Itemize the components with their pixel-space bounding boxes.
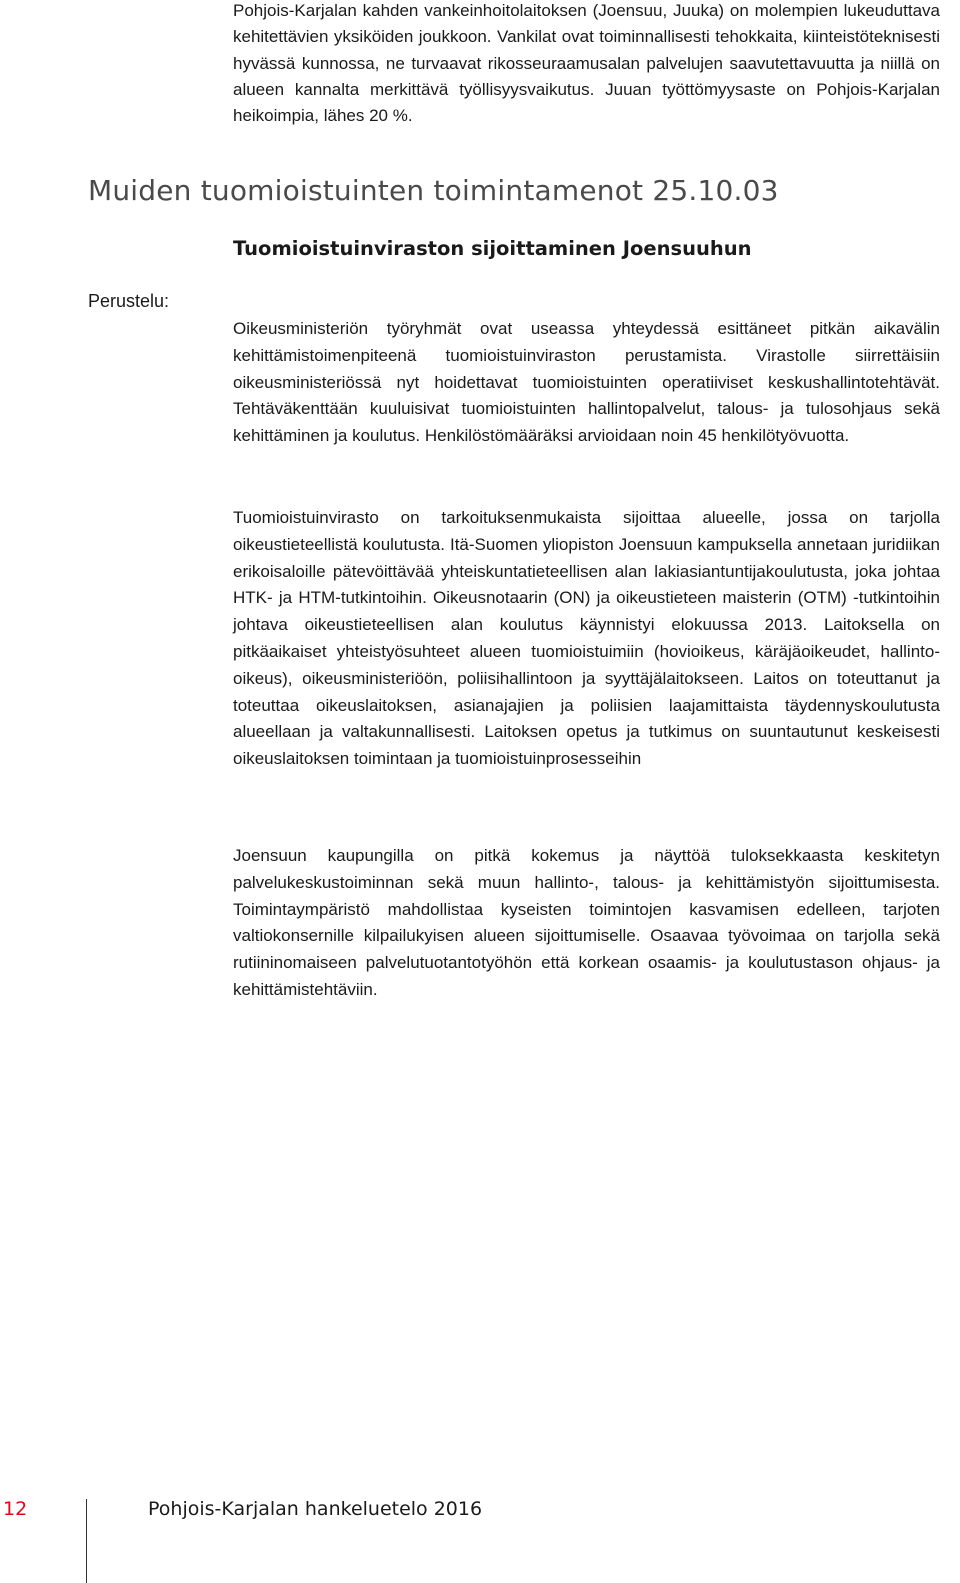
rationale-label: Perustelu: [88,291,170,311]
footer-divider [86,1499,87,1583]
footer-title: Pohjois-Karjalan hankeluetelo 2016 [148,1498,483,1520]
body-paragraph-1: Oikeusministeriön työryhmät ovat useassa yhteydessä esittäneet pitkän aikavälin kehittämistoimenpiteenä tuomioistuinviraston perustamista. Virastolle siirrettäisiin oikeusministeriössä nyt hoidettavat tuomioistuinten operatiiviset keskushallintotehtävät. Tehtäväkenttään kuuluisivat tuomioistuinten hallintopalvelut, talous- ja tulosohjaus sekä kehittäminen ja koulutus. Henkilöstömääräksi arvioidaan noin 45 henkilötyövuotta. [233,319,940,446]
body-paragraph-2: Tuomioistuinvirasto on tarkoituksenmukaista sijoittaa alueelle, jossa on tarjolla oikeustieteellistä koulutusta. Itä-Suomen yliopiston Joensuun kampuksella annetaan juridiikan erikoisaloille pätevöittävää yhteiskuntatieteellisen alan lakiasiantuntijakoulutusta, joka johtaa HTK- ja HTM-tutkintoihin. Oikeusnotaarin (ON) ja oikeustieteen maisterin (OTM) -tutkintoihin johtava oikeustieteellisen alan koulutus käynnistyi elokuussa 2013. Laitoksella on pitkäaikaiset yhteistyösuhteet alueen tuomioistuimiin (hovioikeus, käräjäoikeudet, hallinto-oikeus), oikeusministeriöön, poliisihallintoon ja syyttäjälaitokseen. Laitos on toteuttanut ja toteuttaa oikeuslaitoksen, asianajajien ja poliisien laajamittaista täydennyskoulutusta alueellaan ja valtakunnallisesti. Laitoksen opetus ja tutkimus on suuntautunut keskeisesti oikeuslaitoksen toimintaan ja tuomioistuinprosesseihin [233,508,940,769]
intro-paragraph: Pohjois-Karjalan kahden vankeinhoitolaitoksen (Joensuu, Juuka) on molempien lukeuduttava kehitettävien yksiköiden joukkoon. Vankilat ovat toiminnallisesti tehokkaita, kiinteistöteknisesti hyvässä kunnossa, ne turvaavat rikosseuraamusalan palvelujen saavutettavuutta ja niillä on alueen kannalta merkittävä työllisyysvaikutus. Juuan työttömyysaste on Pohjois-Karjalan heikoimpia, lähes 20 %. [233,1,940,126]
body-paragraph-3: Joensuun kaupungilla on pitkä kokemus ja näyttöä tuloksekkaasta keskitetyn palvelukeskustoiminnan sekä muun hallinto-, talous- ja kehittämistyön sijoittumisesta. Toimintaympäristö mahdollistaa kyseisten toimintojen kasvamisen edelleen, tarjoten valtiokonsernille kilpailukyisen alueen sijoittumiselle. Osaavaa työvoimaa on tarjolla sekä rutiininomaiseen palvelutuotantotyöhön että korkean osaamis- ja koulutustason ohjaus- ja kehittämistehtäviin. [233,846,940,999]
page-number: 12 [3,1498,28,1520]
subsection-title: Tuomioistuinviraston sijoittaminen Joensuuhun [233,237,752,260]
section-title: Muiden tuomioistuinten toimintamenot 25.10.03 [88,174,779,207]
